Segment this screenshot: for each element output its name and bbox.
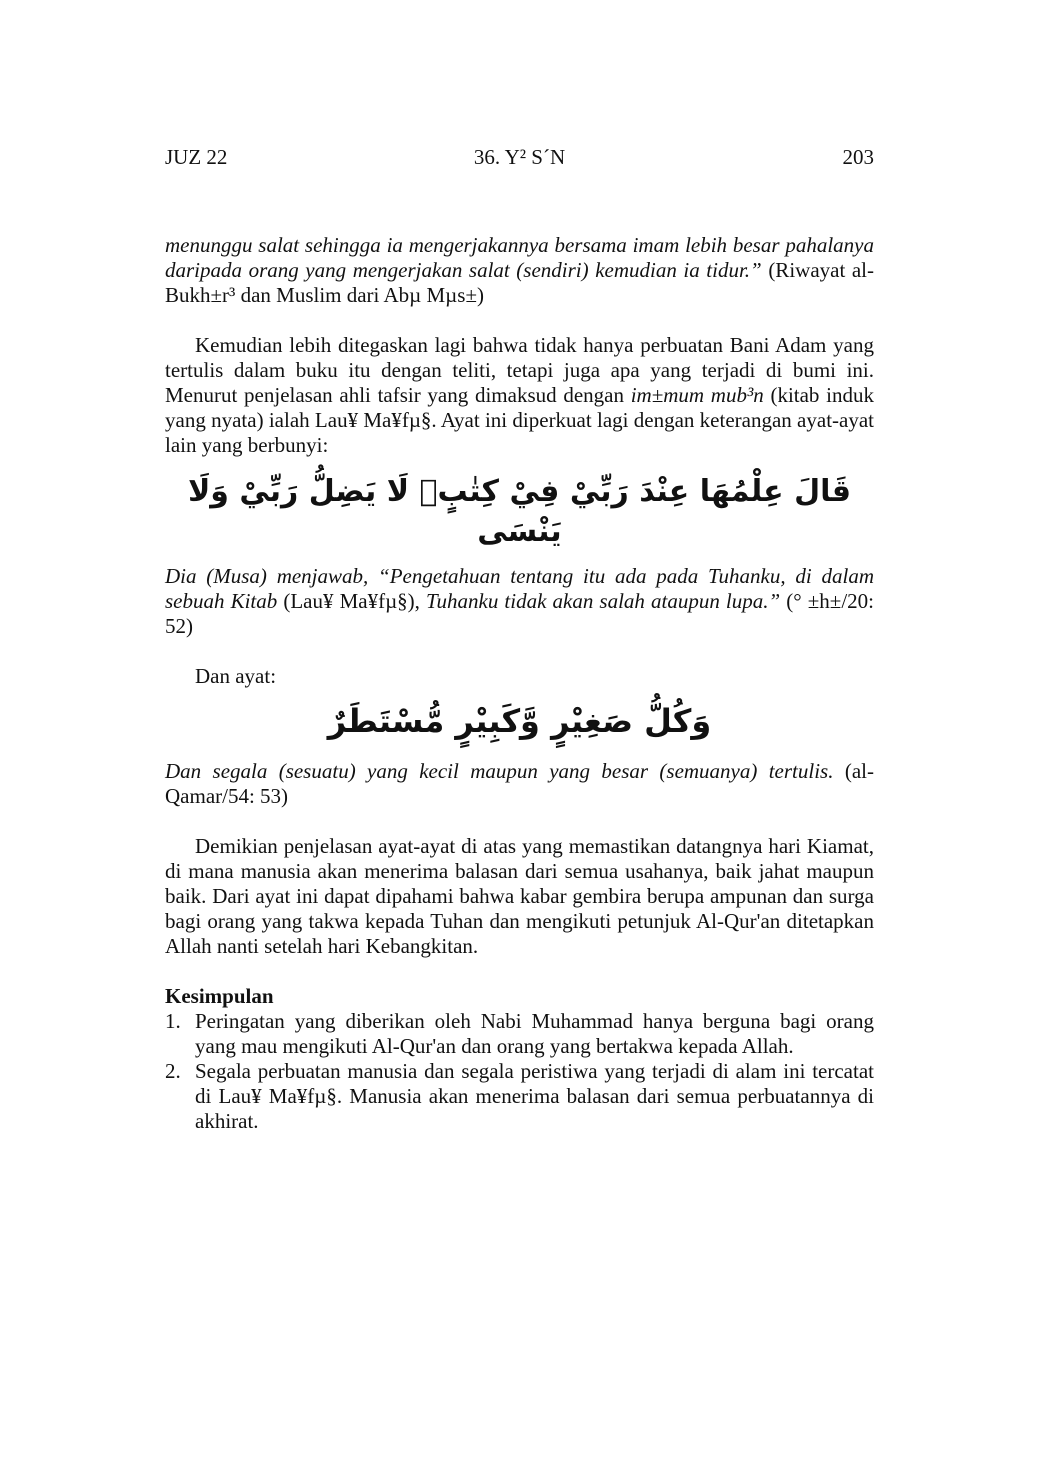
conclusion-list [165, 1009, 874, 1134]
arabic-verse-qamar-53: وَكُلُّ صَغِيْرٍ وَّكَبِيْرٍ مُّسْتَطَرٌ [327, 702, 712, 740]
summary-paragraph: Demikian penjelasan ayat-ayat di atas yang memastikan datangnya hari Kiamat, di mana manusia akan menerima balasan dari semua usahanya, baik jahat maupun baik. Dari ayat ini dapat dipahami bahwa kabar gembira berupa ampunan dan surga bagi orang yang takwa kepada Tuhan dan mengikuti petunjuk Al-Qur'an ditetapkan Allah nanti setelah hari Kebangkitan. [165, 834, 874, 958]
conclusion-item-text: Peringatan yang diberikan oleh Nabi Muhammad hanya berguna bagi orang yang mau mengikuti Al-Qur'an dan orang yang bertakwa kepada Allah. [195, 1009, 874, 1058]
hadith-quote-text: menunggu salat sehingga ia mengerjakannya bersama imam lebih besar pahalanya daripada orang yang mengerjakan salat (sendiri) kemudian ia tidur.” [165, 233, 874, 282]
translation-text-2: Tuhanku tidak akan salah ataupun lupa.” [426, 589, 781, 613]
dan-ayat-label: Dan ayat: [195, 664, 277, 688]
translation-text-1: Dia (Musa) menjawab, “Pengetahuan tentang itu ada pada Tuhanku, di dalam sebuah Kitab [165, 564, 874, 613]
explanation-text-2: (kitab induk yang nyata) ialah Lau¥ Ma¥fµ§. Ayat ini diperkuat lagi dengan keterangan ayat-ayat lain yang berbunyi: [165, 383, 874, 457]
arabic-verse-taha-52: قَالَ عِلْمُهَا عِنْدَ رَبِّيْ فِيْ كِتٰبٍۚ لَا يَضِلُّ رَبِّيْ وَلَا يَنْسَى [187, 474, 852, 549]
verse-citation-taha: (° ±h±/20: 52) [165, 589, 874, 638]
hadith-citation: (Riwayat al-Bukh±r³ dan Muslim dari Abµ Mµs±) [165, 258, 875, 307]
page-body [165, 233, 874, 1134]
juz-label: JUZ 22 [165, 145, 228, 169]
verse-translation-taha [165, 564, 874, 639]
explanation-paragraph [165, 333, 874, 458]
verse-citation-qamar: (al-Qamar/54: 53) [165, 759, 874, 808]
conclusion-item [165, 1059, 874, 1134]
page-number: 203 [842, 145, 874, 169]
surah-title: 36. Y² S´N [473, 145, 566, 169]
conclusion-item [165, 1009, 874, 1059]
list-number: 1. [165, 1009, 181, 1033]
hadith-quote-paragraph [165, 233, 874, 308]
list-number: 2. [165, 1059, 181, 1083]
translation-qamar-text: Dan segala (sesuatu) yang kecil maupun yang besar (semuanya) tertulis. [165, 759, 834, 783]
conclusion-heading: Kesimpulan [165, 984, 274, 1008]
translation-note: (Lau¥ Ma¥fµ§), [277, 589, 426, 613]
running-header [165, 144, 874, 170]
term-imamum-mubin: im±mum mub³n [630, 383, 764, 407]
explanation-text-1: Kemudian lebih ditegaskan lagi bahwa tidak hanya perbuatan Bani Adam yang tertulis dalam buku itu dengan teliti, tetapi juga apa yang terjadi di bumi ini. Menurut penjelasan ahli tafsir yang dimaksud dengan [165, 333, 874, 407]
verse-translation-qamar [165, 759, 874, 809]
conclusion-item-text: Segala perbuatan manusia dan segala peristiwa yang terjadi di alam ini tercatat di Lau¥ Ma¥fµ§. Manusia akan menerima balasan dari semua perbuatannya di akhirat. [195, 1059, 874, 1133]
